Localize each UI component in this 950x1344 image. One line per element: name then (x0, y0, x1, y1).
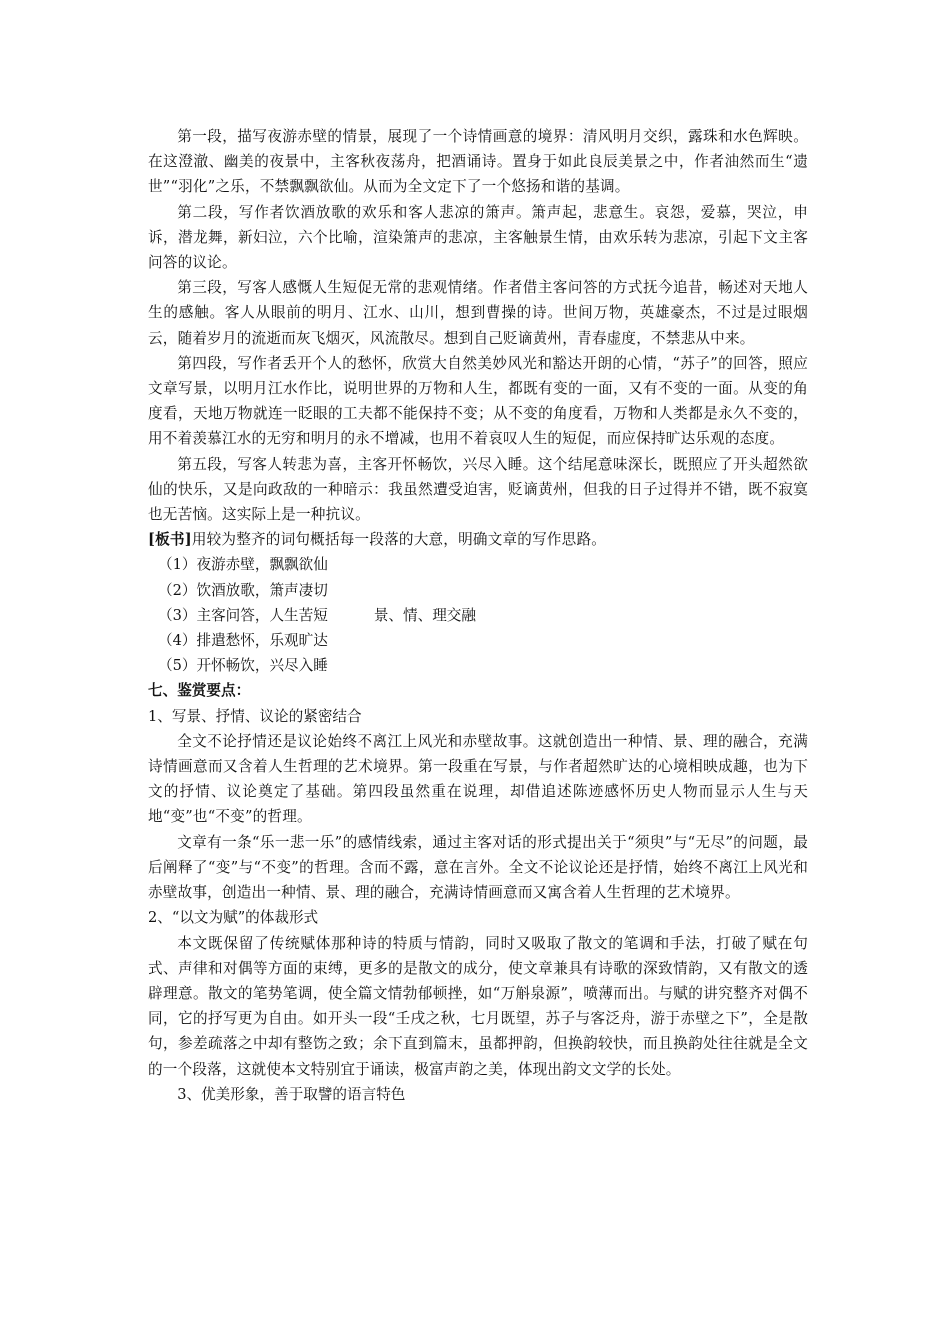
paragraph-section-4: 第四段，写作者丢开个人的愁怀，欣赏大自然美妙风光和豁达开朗的心情，“苏子”的回答，照应文章写景，以明月江水作比，说明世界的万物和人生，都既有变的一面，又有不变的一面。从变的角度看，天地万物就连一眨眼的工夫都不能保持不变；从不变的角度看，万物和人类都是永久不变的，用不着羡慕江水的无穷和明月的永不增减，也用不着哀叹人生的短促，而应保持旷达乐观的态度。 (148, 354, 808, 448)
document-page (148, 124, 808, 1107)
board-summary (148, 527, 808, 552)
board-outline (148, 552, 808, 678)
paragraph-section-3: 第三段，写客人感慨人生短促无常的悲观情绪。作者借主客问答的方式抚今追昔，畅述对天地人生的感触。客人从眼前的明月、江水、山川，想到曹操的诗。世间万物，英雄豪杰，不过是过眼烟云，随着岁月的流逝而灰飞烟灭，风流散尽。想到自己贬谪黄州，青春虚度，不禁悲从中来。 (148, 279, 808, 347)
point-1-paragraph-2: 文章有一条“乐一悲一乐”的感情线索，通过主客对话的形式提出关于“须臾”与“无尽”的问题，最后阐释了“变”与“不变”的哲理。含而不露，意在言外。全文不论议论还是抒情，始终不离江上风光和赤壁故事，创造出一种情、景、理的融合，充满诗情画意而又寓含着人生哲理的艺术境界。 (148, 833, 808, 902)
point-2-title: 2、“以文为赋”的体裁形式 (148, 909, 319, 927)
paragraph-section-1: 第一段，描写夜游赤壁的情景，展现了一个诗情画意的境界：清风明月交织，露珠和水色辉映。在这澄澈、幽美的夜景中，主客秋夜荡舟，把酒诵诗。置身于如此良辰美景之中，作者油然而生“遗世”“羽化”之乐，不禁飘飘欲仙。从而为全文定下了一个悠扬和谐的基调。 (148, 128, 808, 196)
point-1-title: 1、写景、抒情、议论的紧密结合 (148, 707, 362, 725)
paragraph-section-2: 第二段，写作者饮酒放歌的欢乐和客人悲凉的箫声。箫声起，悲意生。哀怨，爱慕，哭泣，申诉，潜龙舞，新妇泣，六个比喻，渲染箫声的悲凉，主客触景生情，由欢乐转为悲凉，引起下文主客问答的议论。 (148, 203, 808, 272)
paragraph-section-5: 第五段，写客人转悲为喜，主客开怀畅饮，兴尽入睡。这个结尾意味深长，既照应了开头超然欲仙的快乐，又是向政敌的一种暗示：我虽然遭受迫害，贬谪黄州，但我的日子过得并不错，既不寂寞也无苦恼。这实际上是一种抗议。 (148, 455, 808, 524)
board-tag: [板书] (148, 531, 192, 549)
outline-item-4: （4）排遣愁怀，乐观旷达 (158, 632, 328, 650)
outline-item-1: （1）夜游赤壁，飘飘欲仙 (158, 556, 328, 574)
section-heading-appreciation: 七、鉴赏要点： (148, 682, 251, 700)
outline-item-3-text: （3）主客问答，人生苦短 (158, 606, 328, 624)
point-1-paragraph-1: 全文不论抒情还是议论始终不离江上风光和赤壁故事。这就创造出一种情、景、理的融合，充满诗情画意而又含着人生哲理的艺术境界。第一段重在写景，与作者超然旷达的心境相映成趣，也为下文的抒情、议论奠定了基础。第四段虽然重在说理，却借追述陈迹感怀历史人物而显示人生与天地“变”也“不变”的哲理。 (148, 732, 808, 826)
outline-note: 景、情、理交融 (373, 606, 476, 624)
board-text: 用较为整齐的词句概括每一段落的大意，明确文章的写作思路。 (191, 531, 607, 549)
outline-item-5: （5）开怀畅饮，兴尽入睡 (158, 657, 328, 675)
outline-item-2: （2）饮酒放歌，箫声凄切 (158, 581, 328, 599)
point-2-paragraph-1: 本文既保留了传统赋体那种诗的特质与情韵，同时又吸取了散文的笔调和手法，打破了赋在句式、声律和对偶等方面的束缚，更多的是散文的成分，使文章兼具有诗歌的深致情韵，又有散文的透辟理意。散文的笔势笔调，使全篇文情勃郁顿挫，如“万斛泉源”，喷薄而出。与赋的讲究整齐对偶不同，它的抒写更为自由。如开头一段“壬戌之秋，七月既望，苏子与客泛舟，游于赤壁之下”，全是散句，参差疏落之中却有整饬之致；余下直到篇末，虽都押韵，但换韵较快，而且换韵处往往就是全文的一个段落，这就使本文特别宜于诵读，极富声韵之美，体现出韵文文学的长处。 (148, 934, 808, 1078)
outline-item-3 (148, 603, 808, 628)
point-3-title: 3、优美形象，善于取譬的语言特色 (177, 1085, 406, 1103)
